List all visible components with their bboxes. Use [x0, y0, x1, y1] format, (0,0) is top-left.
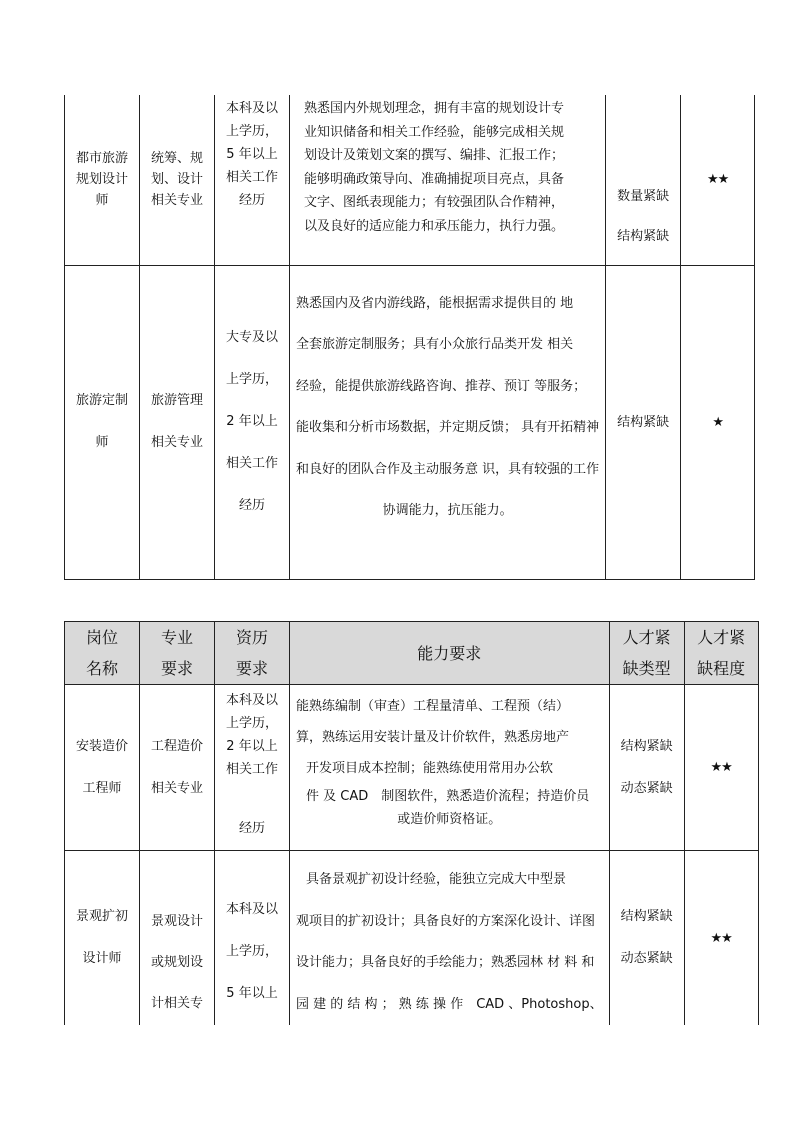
shortage-type-line: 结构紧缺 [620, 909, 673, 924]
shortage-level-cell: ★★ [684, 851, 758, 1026]
major-line: 工程造价 [150, 738, 203, 754]
major-line: 相关专业 [150, 435, 203, 450]
ability-line: 以及良好的适应能力和承压能力，执行力强。 [304, 218, 565, 234]
shortage-type-cell [606, 95, 681, 265]
header-ability: 能力要求 [290, 622, 610, 685]
table-row [65, 95, 755, 265]
position-cell [65, 265, 140, 579]
position-line: 师 [95, 435, 109, 450]
position-cell [65, 95, 140, 265]
header-line: 缺程度 [697, 659, 746, 678]
talent-table-continued [64, 95, 755, 580]
ability-line: 或造价师资格证。 [397, 812, 502, 827]
header-line: 岗位 [85, 628, 118, 647]
education-line: 本科及以 [225, 101, 278, 116]
position-line: 工程师 [82, 780, 122, 796]
position-line: 设计师 [82, 951, 122, 966]
header-line: 要求 [160, 659, 193, 678]
ability-line: 件 及 CAD 制图软件，熟悉造价流程；持造价员 [306, 789, 590, 804]
education-line: 5 年以上 [226, 986, 278, 1001]
major-cell [140, 265, 215, 579]
major-line: 划、设计 [150, 172, 203, 188]
ability-line: 划设计及策划文案的撰写、编排、汇报工作； [304, 148, 565, 163]
education-line: 相关工作 [225, 170, 278, 185]
shortage-type-line: 结构紧缺 [617, 414, 670, 430]
education-line: 上学历， [225, 124, 278, 139]
education-line: 本科及以 [225, 693, 278, 708]
talent-table [64, 621, 759, 1025]
education-line: 经历 [238, 193, 265, 208]
education-line: 5 年以上 [226, 147, 278, 162]
position-line: 师 [95, 193, 109, 209]
header-position [65, 622, 140, 685]
ability-line: 园 建 的 结 构 ； 熟 练 操 作 CAD 、Photoshop、 [296, 996, 603, 1012]
header-line: 缺类型 [622, 659, 671, 678]
position-line: 规划设计 [75, 172, 128, 188]
ability-line: 熟悉国内及省内游线路，能根据需求提供目的 地 [296, 295, 574, 311]
education-cell [215, 265, 290, 579]
header-line: 要求 [235, 659, 268, 678]
ability-line: 具备景观扩初设计经验，能独立完成大中型景 [306, 872, 567, 887]
education-line: 2 年以上 [226, 414, 278, 429]
ability-cell [290, 685, 610, 851]
shortage-type-line: 结构紧缺 [620, 738, 673, 754]
ability-line: 经验，能提供旅游线路咨询、推荐、预订 等服务； [296, 378, 587, 394]
header-shortage-level [684, 622, 758, 685]
major-line: 相关专业 [150, 780, 203, 796]
education-line: 相关工作 [225, 456, 278, 471]
ability-line: 全套旅游定制服务；具有小众旅行品类开发 相关 [296, 337, 574, 352]
education-line: 上学历， [225, 716, 278, 731]
position-line: 旅游定制 [75, 393, 128, 408]
education-line: 本科及以 [225, 902, 278, 917]
ability-line: 协调能力，抗压能力。 [382, 503, 513, 518]
table-row [65, 265, 755, 579]
shortage-level-cell: ★★ [681, 95, 755, 265]
table-row [65, 685, 759, 851]
ability-line: 熟悉国内外规划理念，拥有丰富的规划设计专 [304, 101, 565, 116]
ability-cell [290, 95, 606, 265]
major-cell [140, 95, 215, 265]
ability-line: 能收集和分析市场数据，并定期反馈； 具有开拓精神 [296, 420, 600, 435]
education-cell [215, 851, 290, 1026]
education-line: 上学历， [225, 372, 278, 387]
education-line: 经历 [238, 821, 265, 836]
header-shortage-type [609, 622, 684, 685]
shortage-type-cell [606, 265, 681, 579]
education-line: 2 年以上 [226, 739, 278, 754]
shortage-type-line: 动态紧缺 [620, 951, 673, 966]
major-line: 相关专业 [150, 193, 203, 209]
ability-line: 业知识储备和相关工作经验，能够完成相关规 [304, 124, 565, 140]
position-cell [65, 685, 140, 851]
shortage-type-line: 数量紧缺 [617, 188, 670, 204]
education-line: 大专及以 [225, 330, 278, 345]
shortage-level-cell: ★ [681, 265, 755, 579]
header-education [215, 622, 290, 685]
position-line: 安装造价 [75, 738, 128, 754]
ability-line: 开发项目成本控制；能熟练使用常用办公软 [306, 761, 554, 776]
shortage-type-line: 动态紧缺 [620, 780, 673, 796]
ability-line: 和良好的团队合作及主动服务意 识，具有较强的工作 [296, 461, 600, 477]
ability-line: 能够明确政策导向、准确捕捉项目亮点，具备 [304, 171, 565, 187]
ability-line: 能熟练编制（审查）工程量清单、工程预（结） [296, 699, 570, 714]
table-row [65, 851, 759, 1026]
ability-line: 算，熟练运用安装计量及计价软件，熟悉房地产 [296, 730, 570, 745]
education-cell [215, 95, 290, 265]
education-line: 上学历， [225, 944, 278, 959]
education-cell [215, 685, 290, 851]
position-line: 景观扩初 [75, 909, 128, 924]
major-line: 统筹、规 [150, 151, 203, 167]
major-line: 旅游管理 [150, 393, 203, 408]
shortage-type-line: 结构紧缺 [617, 228, 670, 244]
position-line: 都市旅游 [75, 151, 128, 167]
education-line: 相关工作 [225, 762, 278, 777]
major-cell [140, 851, 215, 1026]
major-cell [140, 685, 215, 851]
table-header-row [65, 622, 759, 685]
major-line: 或规划设 [150, 955, 203, 970]
ability-line: 文字、图纸表现能力；有较强团队合作精神， [304, 195, 565, 210]
shortage-type-cell [609, 851, 684, 1026]
ability-cell [290, 265, 606, 579]
ability-cell [290, 851, 610, 1026]
header-line: 名称 [85, 659, 118, 678]
education-line: 经历 [238, 498, 265, 513]
shortage-level-cell: ★★ [684, 685, 758, 851]
position-cell [65, 851, 140, 1026]
header-major [140, 622, 215, 685]
major-line: 计相关专 [150, 996, 203, 1011]
header-line: 人才紧 [697, 628, 746, 647]
ability-line: 设计能力；具备良好的手绘能力；熟悉园林 材 料 和 [296, 955, 595, 970]
ability-line: 观项目的扩初设计；具备良好的方案深化设计、详图 [296, 913, 596, 929]
major-line: 景观设计 [150, 914, 203, 929]
header-line: 专业 [160, 628, 193, 647]
header-line: 人才紧 [622, 628, 671, 647]
shortage-type-cell [609, 685, 684, 851]
header-line: 资历 [235, 628, 268, 647]
